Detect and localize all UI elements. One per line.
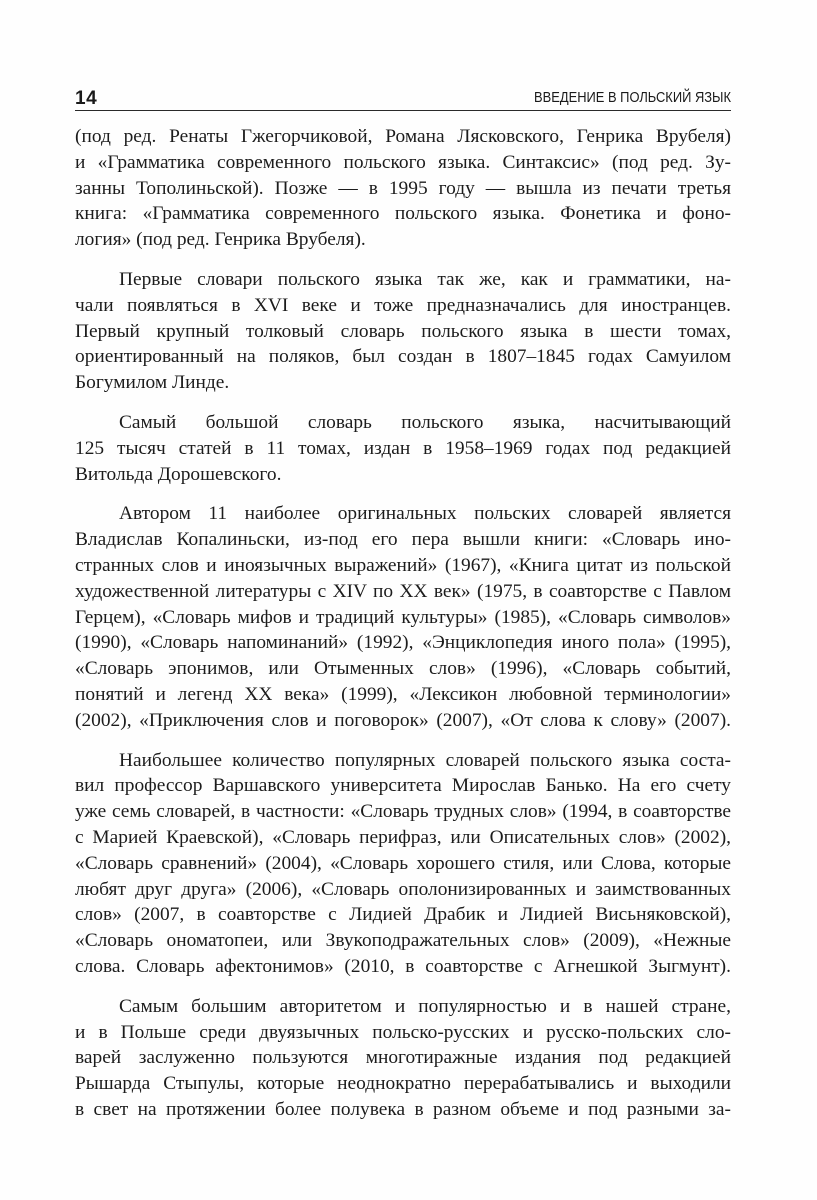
text-line: и в Польше среди двуязычных польско-русских и русско-польских сло- <box>75 1021 731 1043</box>
paragraph <box>75 501 731 733</box>
paragraph <box>75 124 731 253</box>
page-number: 14 <box>75 88 98 109</box>
text-line: слова. Словарь афектонимов» (2010, в соавторстве с Агнешкой Зыгмунт). <box>75 955 731 977</box>
text-line: Первые словари польского языка так же, как и грамматики, на- <box>119 268 731 290</box>
text-line: варей заслуженно пользуются многотиражные издания под редакцией <box>75 1047 731 1069</box>
text-line: и «Грамматика современного польского языка. Синтаксис» (под ред. Зу- <box>75 151 731 173</box>
text-line: Владислав Копалиньски, из-под его пера вышли книги: «Словарь ино- <box>75 529 731 551</box>
text-line: любят друг друга» (2006), «Словарь ополонизированных и заимствованных <box>75 878 731 900</box>
text-line: слов» (2007, в соавторстве с Лидией Драбик и Лидией Висьняковской), <box>75 904 731 926</box>
text-line: Автором 11 наиболее оригинальных польских словарей является <box>119 503 731 525</box>
paragraph <box>75 410 731 487</box>
text-line: логия» (под ред. Генрика Врубеля). <box>75 229 366 251</box>
text-line: Богумилом Линде. <box>75 372 230 394</box>
text-line: «Словарь ономатопеи, или Звукоподражательных слов» (2009), «Нежные <box>75 930 731 952</box>
text-line: (1990), «Словарь напоминаний» (1992), «Энциклопедия иного пола» (1995), <box>75 632 731 654</box>
text-line: ориентированный на поляков, был создан в 1807–1845 годах Самуилом <box>75 346 731 368</box>
text-line: с Марией Краевской), «Словарь перифраз, или Описательных слов» (2002), <box>75 826 731 848</box>
text-line: в свет на протяжении более полувека в разном объеме и под разными за- <box>75 1098 731 1120</box>
text-line: Самым большим авторитетом и популярностью и в нашей стране, <box>119 995 731 1017</box>
text-line: Наибольшее количество популярных словарей польского языка соста- <box>119 749 731 771</box>
body-text <box>75 124 731 1137</box>
paragraph <box>75 267 731 396</box>
text-line: Первый крупный толковый словарь польского языка в шести томах, <box>75 320 731 342</box>
running-title: ВВЕДЕНИЕ В ПОЛЬСКИЙ ЯЗЫК <box>534 89 731 106</box>
running-header <box>75 86 731 111</box>
text-line: (2002), «Приключения слов и поговорок» (2007), «От слова к слову» (2007). <box>75 709 731 731</box>
text-line: Рышарда Стыпулы, которые неоднократно перерабатывались и выходили <box>75 1073 731 1095</box>
text-line: чали появляться в XVI веке и тоже предназначались для иностранцев. <box>75 294 731 316</box>
text-line: понятий и легенд XX века» (1999), «Лексикон любовной терминологии» <box>75 683 731 705</box>
text-line: «Словарь эпонимов, или Отыменных слов» (1996), «Словарь событий, <box>75 658 731 680</box>
text-line: странных слов и иноязычных выражений» (1967), «Книга цитат из польской <box>75 554 731 576</box>
text-line: «Словарь сравнений» (2004), «Словарь хорошего стиля, или Слова, которые <box>75 852 731 874</box>
text-line: книга: «Грамматика современного польского языка. Фонетика и фоно- <box>75 203 731 225</box>
text-line: вил профессор Варшавского университета Мирослав Банько. На его счету <box>75 775 731 797</box>
text-line: Герцем), «Словарь мифов и традиций культуры» (1985), «Словарь символов» <box>75 606 731 628</box>
text-line: занны Тополиньской). Позже — в 1995 году — вышла из печати третья <box>75 177 731 199</box>
text-line: 125 тысяч статей в 11 томах, издан в 1958–1969 годах под редакцией <box>75 437 731 459</box>
text-line: Витольда Дорошевского. <box>75 463 282 485</box>
text-line: Самый большой словарь польского языка, насчитывающий <box>119 411 731 433</box>
text-line: уже семь словарей, в частности: «Словарь трудных слов» (1994, в соавторстве <box>75 801 731 823</box>
paragraph <box>75 994 731 1123</box>
text-line: художественной литературы с XIV по XX век» (1975, в соавторстве с Павлом <box>75 580 731 602</box>
text-line: (под ред. Ренаты Гжегорчиковой, Романа Лясковского, Генрика Врубеля) <box>75 126 731 147</box>
paragraph <box>75 748 731 980</box>
